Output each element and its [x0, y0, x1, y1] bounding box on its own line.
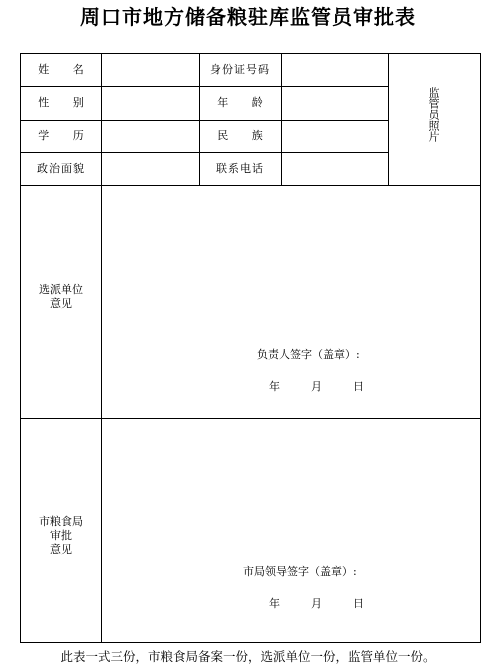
label-dispatch-opinion: 选派单位 意见	[39, 283, 83, 310]
label-education: 学 历	[38, 129, 84, 142]
section-divider	[21, 185, 480, 186]
column-divider	[101, 54, 102, 642]
footer-note: 此表一式三份，市粮食局备案一份，选派单位一份，监管单位一份。	[60, 649, 436, 664]
label-photo: 监管员照片	[427, 87, 440, 142]
label-id-number: 身份证号码	[210, 63, 270, 76]
responsible-person-signature: 负责人签字（盖章）:	[257, 348, 360, 361]
column-divider	[388, 54, 389, 185]
row-divider	[21, 86, 388, 87]
bureau-date: 年 月 日	[269, 597, 364, 610]
bureau-leader-signature: 市局领导签字（盖章）:	[243, 565, 357, 578]
label-bureau-opinion: 市粮食局 审批 意见	[39, 515, 83, 556]
label-age: 年 龄	[217, 96, 263, 109]
column-divider	[281, 54, 282, 185]
section-divider	[21, 418, 480, 419]
row-divider	[21, 120, 388, 121]
row-divider	[21, 152, 388, 153]
label-name: 姓 名	[38, 63, 84, 76]
label-phone: 联系电话	[216, 162, 264, 175]
page-title: 周口市地方储备粮驻库监管员审批表	[80, 5, 416, 29]
label-ethnicity: 民 族	[217, 129, 263, 142]
approval-form-table	[20, 53, 481, 643]
label-political-status: 政治面貌	[37, 162, 85, 175]
label-gender: 性 别	[38, 96, 84, 109]
dispatch-date: 年 月 日	[269, 380, 364, 393]
